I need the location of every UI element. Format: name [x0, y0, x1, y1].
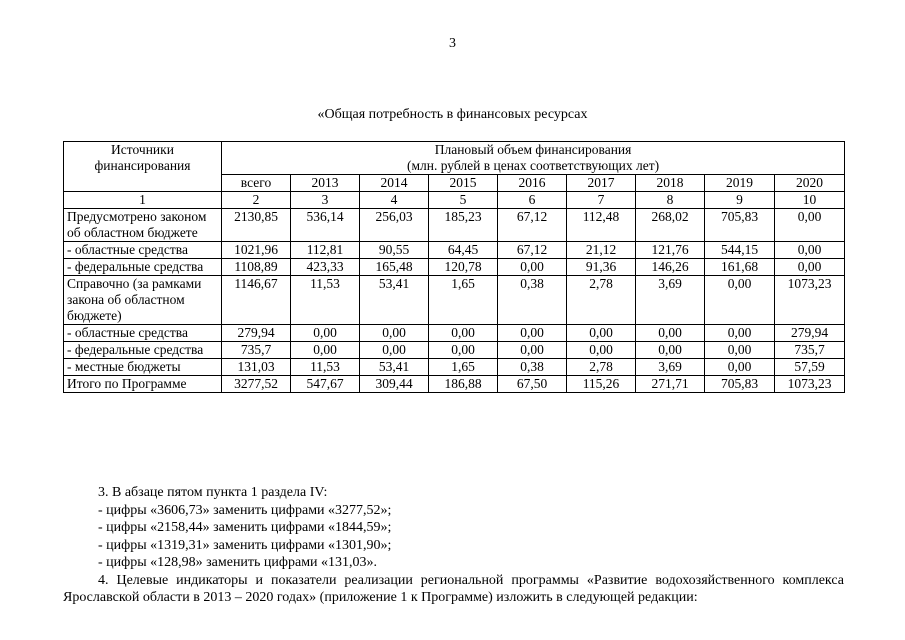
row-label: - федеральные средства	[64, 259, 222, 276]
table-row	[64, 376, 845, 393]
column-number: 10	[775, 192, 845, 209]
value-cell: 0,00	[775, 259, 845, 276]
value-cell: 0,00	[360, 342, 429, 359]
value-cell: 0,00	[360, 325, 429, 342]
value-cell: 112,81	[291, 242, 360, 259]
value-cell: 64,45	[429, 242, 498, 259]
row-label: Предусмотрено законом об областном бюджете	[64, 209, 222, 242]
year-header: всего	[222, 175, 291, 192]
column-number: 7	[567, 192, 636, 209]
value-cell: 1108,89	[222, 259, 291, 276]
table-title: «Общая потребность в финансовых ресурсах	[317, 107, 588, 122]
value-cell: 2,78	[567, 359, 636, 376]
value-cell: 1,65	[429, 276, 498, 325]
value-cell: 0,00	[705, 325, 775, 342]
header-row-1	[64, 142, 845, 175]
value-cell: 0,00	[567, 342, 636, 359]
column-numbers-row	[64, 192, 845, 209]
paragraph: 3. В абзаце пятом пункта 1 раздела IV:	[98, 485, 328, 500]
column-number: 6	[498, 192, 567, 209]
value-cell: 0,00	[498, 342, 567, 359]
paragraph: - цифры «3606,73» заменить цифрами «3277,52»;	[98, 502, 392, 518]
value-cell: 547,67	[291, 376, 360, 393]
column-number: 9	[705, 192, 775, 209]
value-cell: 0,00	[636, 325, 705, 342]
value-cell: 2130,85	[222, 209, 291, 242]
value-cell: 185,23	[429, 209, 498, 242]
row-label: - местные бюджеты	[64, 359, 222, 376]
table-row	[64, 325, 845, 342]
value-cell: 0,00	[567, 325, 636, 342]
value-cell: 0,00	[775, 209, 845, 242]
value-cell: 3277,52	[222, 376, 291, 393]
value-cell: 1073,23	[775, 276, 845, 325]
value-cell: 112,48	[567, 209, 636, 242]
value-cell: 1,65	[429, 359, 498, 376]
paragraph: 4. Целевые индикаторы и показатели реализации региональной программы «Развитие водохозяйственного комплекса Ярославской области в 2013 – 2020 годах» (приложение 1 к Программе) изложить в следующей редакции:	[63, 572, 844, 605]
paragraph: - цифры «2158,44» заменить цифрами «1844,59»;	[98, 520, 392, 535]
value-cell: 0,00	[705, 359, 775, 376]
value-cell: 121,76	[636, 242, 705, 259]
year-header: 2017	[567, 175, 636, 192]
paragraph: - цифры «128,98» заменить цифрами «131,03».	[98, 555, 378, 570]
year-header: 2016	[498, 175, 567, 192]
table-row	[64, 342, 845, 359]
value-cell: 67,12	[498, 209, 567, 242]
header-plan-line2: (млн. рублей в ценах соответствующих лет)	[406, 158, 660, 173]
table-row	[64, 359, 845, 376]
row-label: - федеральные средства	[64, 342, 222, 359]
value-cell: 544,15	[705, 242, 775, 259]
value-cell: 279,94	[775, 325, 845, 342]
value-cell: 309,44	[360, 376, 429, 393]
body-text	[63, 484, 844, 607]
value-cell: 268,02	[636, 209, 705, 242]
column-number: 4	[360, 192, 429, 209]
header-plan-line1: Плановый объем финансирования	[434, 142, 632, 157]
value-cell: 0,00	[636, 342, 705, 359]
value-cell: 67,50	[498, 376, 567, 393]
value-cell: 256,03	[360, 209, 429, 242]
value-cell: 2,78	[567, 276, 636, 325]
value-cell: 0,00	[705, 276, 775, 325]
value-cell: 0,00	[498, 325, 567, 342]
value-cell: 186,88	[429, 376, 498, 393]
year-header: 2018	[636, 175, 705, 192]
year-header: 2020	[775, 175, 845, 192]
value-cell: 3,69	[636, 359, 705, 376]
year-header: 2014	[360, 175, 429, 192]
value-cell: 0,00	[775, 242, 845, 259]
value-cell: 0,38	[498, 276, 567, 325]
value-cell: 53,41	[360, 276, 429, 325]
column-number: 5	[429, 192, 498, 209]
value-cell: 279,94	[222, 325, 291, 342]
value-cell: 705,83	[705, 376, 775, 393]
value-cell: 0,00	[429, 342, 498, 359]
row-label: Справочно (за рамками закона об областном бюджете)	[64, 276, 222, 325]
value-cell: 91,36	[567, 259, 636, 276]
value-cell: 0,00	[429, 325, 498, 342]
value-cell: 1073,23	[775, 376, 845, 393]
row-label: Итого по Программе	[64, 376, 222, 393]
table-body	[64, 209, 845, 393]
value-cell: 120,78	[429, 259, 498, 276]
value-cell: 90,55	[360, 242, 429, 259]
value-cell: 0,00	[705, 342, 775, 359]
year-header: 2019	[705, 175, 775, 192]
row-label: - областные средства	[64, 325, 222, 342]
table-row	[64, 259, 845, 276]
column-number: 8	[636, 192, 705, 209]
value-cell: 161,68	[705, 259, 775, 276]
year-header: 2015	[429, 175, 498, 192]
page-number: 3	[449, 36, 456, 51]
value-cell: 3,69	[636, 276, 705, 325]
value-cell: 1021,96	[222, 242, 291, 259]
value-cell: 165,48	[360, 259, 429, 276]
value-cell: 11,53	[291, 359, 360, 376]
column-number: 2	[222, 192, 291, 209]
value-cell: 735,7	[222, 342, 291, 359]
value-cell: 705,83	[705, 209, 775, 242]
year-header: 2013	[291, 175, 360, 192]
value-cell: 21,12	[567, 242, 636, 259]
financing-table	[63, 141, 845, 393]
value-cell: 423,33	[291, 259, 360, 276]
value-cell: 146,26	[636, 259, 705, 276]
value-cell: 131,03	[222, 359, 291, 376]
header-source-cell: Источники финансирования	[64, 142, 222, 192]
value-cell: 53,41	[360, 359, 429, 376]
value-cell: 0,00	[498, 259, 567, 276]
value-cell: 271,71	[636, 376, 705, 393]
row-label: - областные средства	[64, 242, 222, 259]
value-cell: 0,38	[498, 359, 567, 376]
value-cell: 1146,67	[222, 276, 291, 325]
table-row	[64, 276, 845, 325]
table-row	[64, 209, 845, 242]
column-number: 1	[64, 192, 222, 209]
value-cell: 11,53	[291, 276, 360, 325]
value-cell: 115,26	[567, 376, 636, 393]
value-cell: 67,12	[498, 242, 567, 259]
value-cell: 735,7	[775, 342, 845, 359]
paragraph: - цифры «1319,31» заменить цифрами «1301,90»;	[98, 537, 392, 553]
value-cell: 0,00	[291, 325, 360, 342]
value-cell: 0,00	[291, 342, 360, 359]
value-cell: 57,59	[775, 359, 845, 376]
table-row	[64, 242, 845, 259]
column-number: 3	[291, 192, 360, 209]
value-cell: 536,14	[291, 209, 360, 242]
header-plan-cell	[222, 142, 845, 175]
